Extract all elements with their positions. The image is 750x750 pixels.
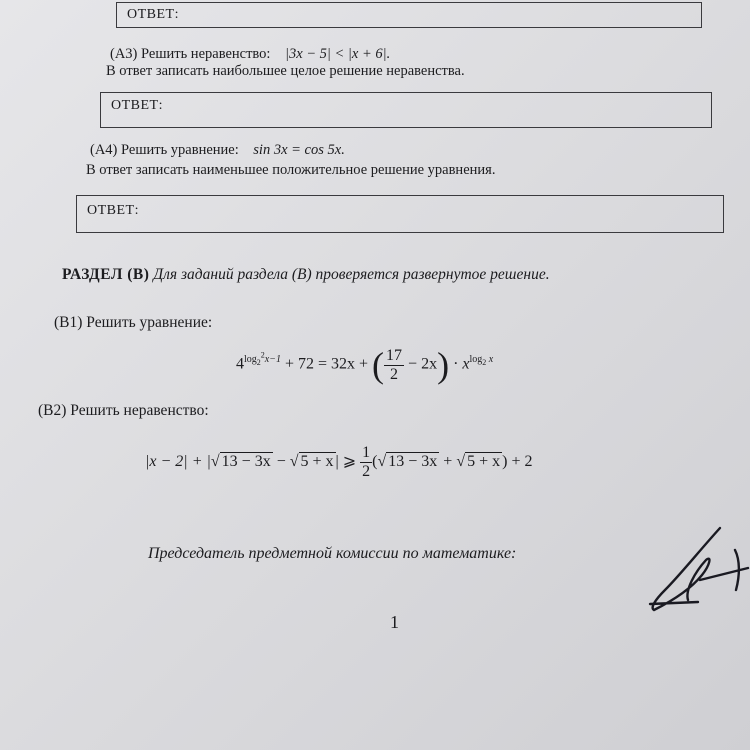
b1-task: (В1) Решить уравнение: [54,314,213,331]
section-b-heading [62,266,550,284]
page-number: 1 [390,612,399,632]
b2-sqrt-2: 5 + x [300,453,334,471]
b1-base-4: 4 [236,355,244,373]
b1-paren-open: ( [372,345,385,385]
b2-sqrt-4: 5 + x [467,453,501,471]
section-b-title: РАЗДЕЛ (В) [62,266,150,283]
commission-chair-line: Председатель предметной комиссии по математике: [148,545,517,562]
a4-task-label: (А4) Решить уравнение: [90,142,239,158]
b1-dot: · [453,355,459,373]
answer-label: ОТВЕТ: [111,98,163,113]
b1-x-exp-tail: x [488,354,494,366]
b1-x-log-base: 2 [482,358,487,368]
answer-box-a3[interactable] [100,92,712,128]
b1-frac-num: 17 [386,346,403,364]
b1-x-base: x [462,355,470,373]
answer-label: ОТВЕТ: [127,7,179,22]
a3-task [110,46,390,63]
b1-fraction [384,347,404,384]
b1-minus-2x: − 2x [408,355,438,373]
a3-expression: |3x − 5| < |x + 6|. [284,46,391,62]
b1-paren-close: ) [437,345,450,385]
b2-tail: ) + 2 [502,453,533,471]
b2-half-den: 2 [362,463,371,480]
b2-half [360,444,372,481]
a4-instruction: В ответ записать наименьшее положительное решение уравнения. [86,162,496,178]
answer-box-a2[interactable] [116,2,702,28]
b2-task: (В2) Решить неравенство: [38,402,209,419]
b2-inequality: |x − 2| + |√ 13 − 3x − √ 5 + x | ⩾ $\frac{1}{2}$ (√ 13 − 3x + √ 5 + x ) + 2 [145,444,533,480]
b2-minus: − [276,453,286,471]
answer-box-a4[interactable] [76,195,724,233]
b2-abs-part: |x − 2| + | [145,453,211,471]
b1-x-log: log [469,354,483,366]
b2-sqrt-3: 13 − 3x [388,453,438,471]
a3-task-label: (А3) Решить неравенство: [110,46,271,62]
b1-log: log [244,354,257,366]
a4-task [90,142,345,159]
b2-geq: | ⩾ [335,453,357,471]
b1-equation [236,344,493,386]
b1-log-power: 2 [260,351,265,361]
b2-half-num: 1 [362,444,371,461]
b1-log-base: 2 [256,358,261,368]
b2-sqrt-1: 13 − 3x [221,453,271,471]
signature-image [640,520,750,620]
b1-middle: + 72 = 32x + [284,355,369,373]
a3-instruction: В ответ записать наибольшее целое решение неравенства. [106,63,465,79]
section-b-note: Для заданий раздела (В) проверяется развернутое решение. [153,266,550,283]
b1-exp-tail: x−1 [264,354,281,366]
b2-plus: + [443,453,453,471]
b2-paren-open: ( [372,453,378,471]
answer-label: ОТВЕТ: [87,203,139,218]
b1-frac-den: 2 [390,365,399,383]
a4-expression: sin 3x = cos 5x. [253,142,345,158]
